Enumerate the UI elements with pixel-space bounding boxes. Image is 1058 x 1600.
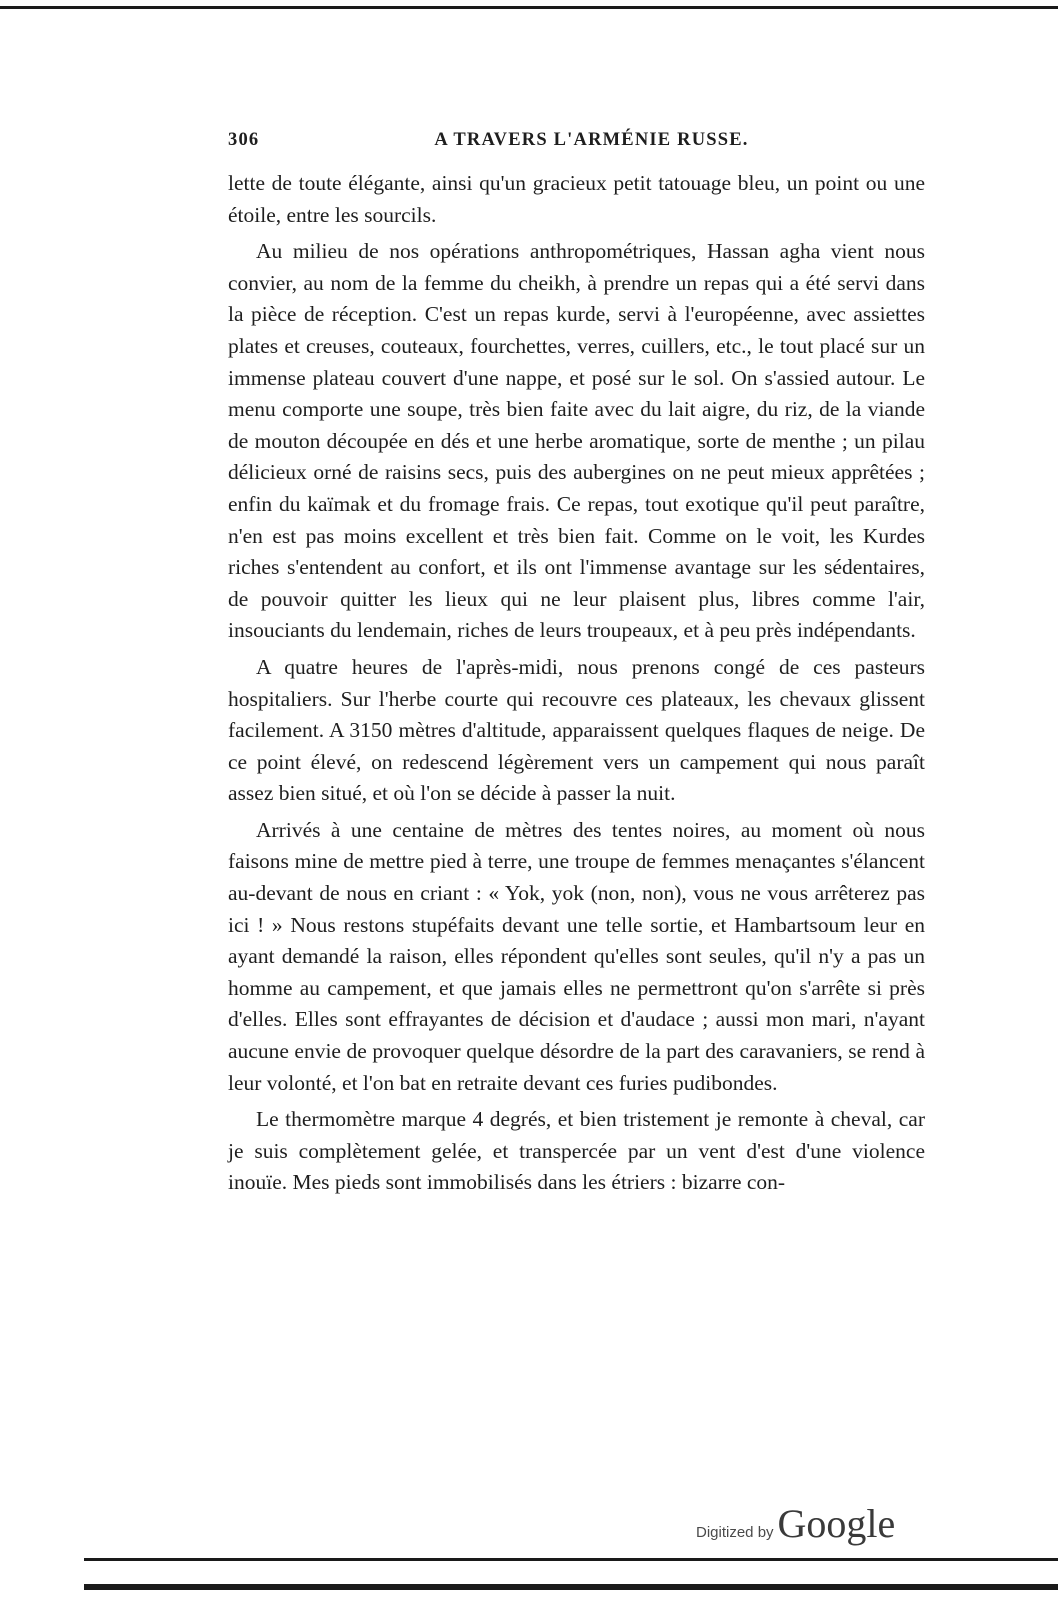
paragraph-5: Le thermomètre marque 4 degrés, et bien tristement je remonte à cheval, car je suis complètement gelée, et transpercée par un vent d'est d'une violence inouïe. Mes pieds sont immobilisés dans les étriers : bizarre con-: [228, 1107, 925, 1195]
body-text: [228, 168, 925, 1204]
page-header: [228, 130, 925, 160]
digitized-watermark: [696, 1500, 895, 1550]
paragraph-3: A quatre heures de l'après-midi, nous prenons congé de ces pasteurs hospitaliers. Sur l'herbe courte qui recouvre ces plateaux, les chevaux glissent facilement. A 3150 mètres d'altitude, apparaissent quelques flaques de neige. De ce point élevé, on redescend légèrement vers un campement qui nous paraît assez bien situé, et où l'on se décide à passer la nuit.: [228, 654, 925, 806]
bottom-rule: [84, 1558, 1058, 1561]
paragraph-4: Arrivés à une centaine de mètres des tentes noires, au moment où nous faisons mine de mettre pied à terre, une troupe de femmes menaçantes s'élancent au-devant de nous en criant : « Yok, yok (non, non), vous ne vous arrêterez pas ici ! » Nous restons stupéfaits devant une telle sortie, et Hambartsoum leur en ayant demandé la raison, elles répondent qu'elles sont seules, qu'il n'y a pas un homme au campement, et que jamais elles ne permettront qu'on s'arrête si près d'elles. Elles sont effrayantes de décision et d'audace ; aussi mon mari, n'ayant aucune envie de provoquer quelque désordre de la part des caravaniers, se rend à leur volonté, et l'on bat en retraite devant ces furies pudibondes.: [228, 817, 925, 1095]
running-title: A TRAVERS L'ARMÉNIE RUSSE.: [434, 130, 749, 150]
paragraph-2: Au milieu de nos opérations anthropométriques, Hassan agha vient nous convier, au nom de la femme du cheikh, à prendre un repas qui a été servi dans la pièce de réception. C'est un repas kurde, servi à l'européenne, avec assiettes plates et creuses, couteaux, fourchettes, verres, cuillers, etc., le tout placé sur un immense plateau couvert d'une nappe, et posé sur le sol. On s'assied autour. Le menu comporte une soupe, très bien faite avec du lait aigre, du riz, de la viande de mouton découpée en dés et une herbe aromatique, sorte de menthe ; un pilau délicieux orné de raisins secs, puis des aubergines on ne peut mieux apprêtées ; enfin du kaïmak et du fromage frais. Ce repas, tout exotique qu'il peut paraître, n'en est pas moins excellent et très bien fait. Comme on le voit, les Kurdes riches s'entendent au confort, et ils ont l'immense avantage sur les sédentaires, de pouvoir quitter les lieux qui ne leur plaisent plus, libres comme l'air, insouciants du lendemain, riches de leurs troupeaux, et à peu près indépendants.: [228, 239, 925, 643]
watermark-prefix: Digitized by: [696, 1524, 774, 1541]
bottom-rule-thick: [84, 1584, 1058, 1590]
page-number: 306: [228, 130, 260, 150]
top-rule: [0, 6, 1058, 9]
paragraph-1: lette de toute élégante, ainsi qu'un gracieux petit tatouage bleu, un point ou une étoile, entre les sourcils.: [228, 171, 925, 227]
google-logo: Google: [777, 1501, 896, 1546]
